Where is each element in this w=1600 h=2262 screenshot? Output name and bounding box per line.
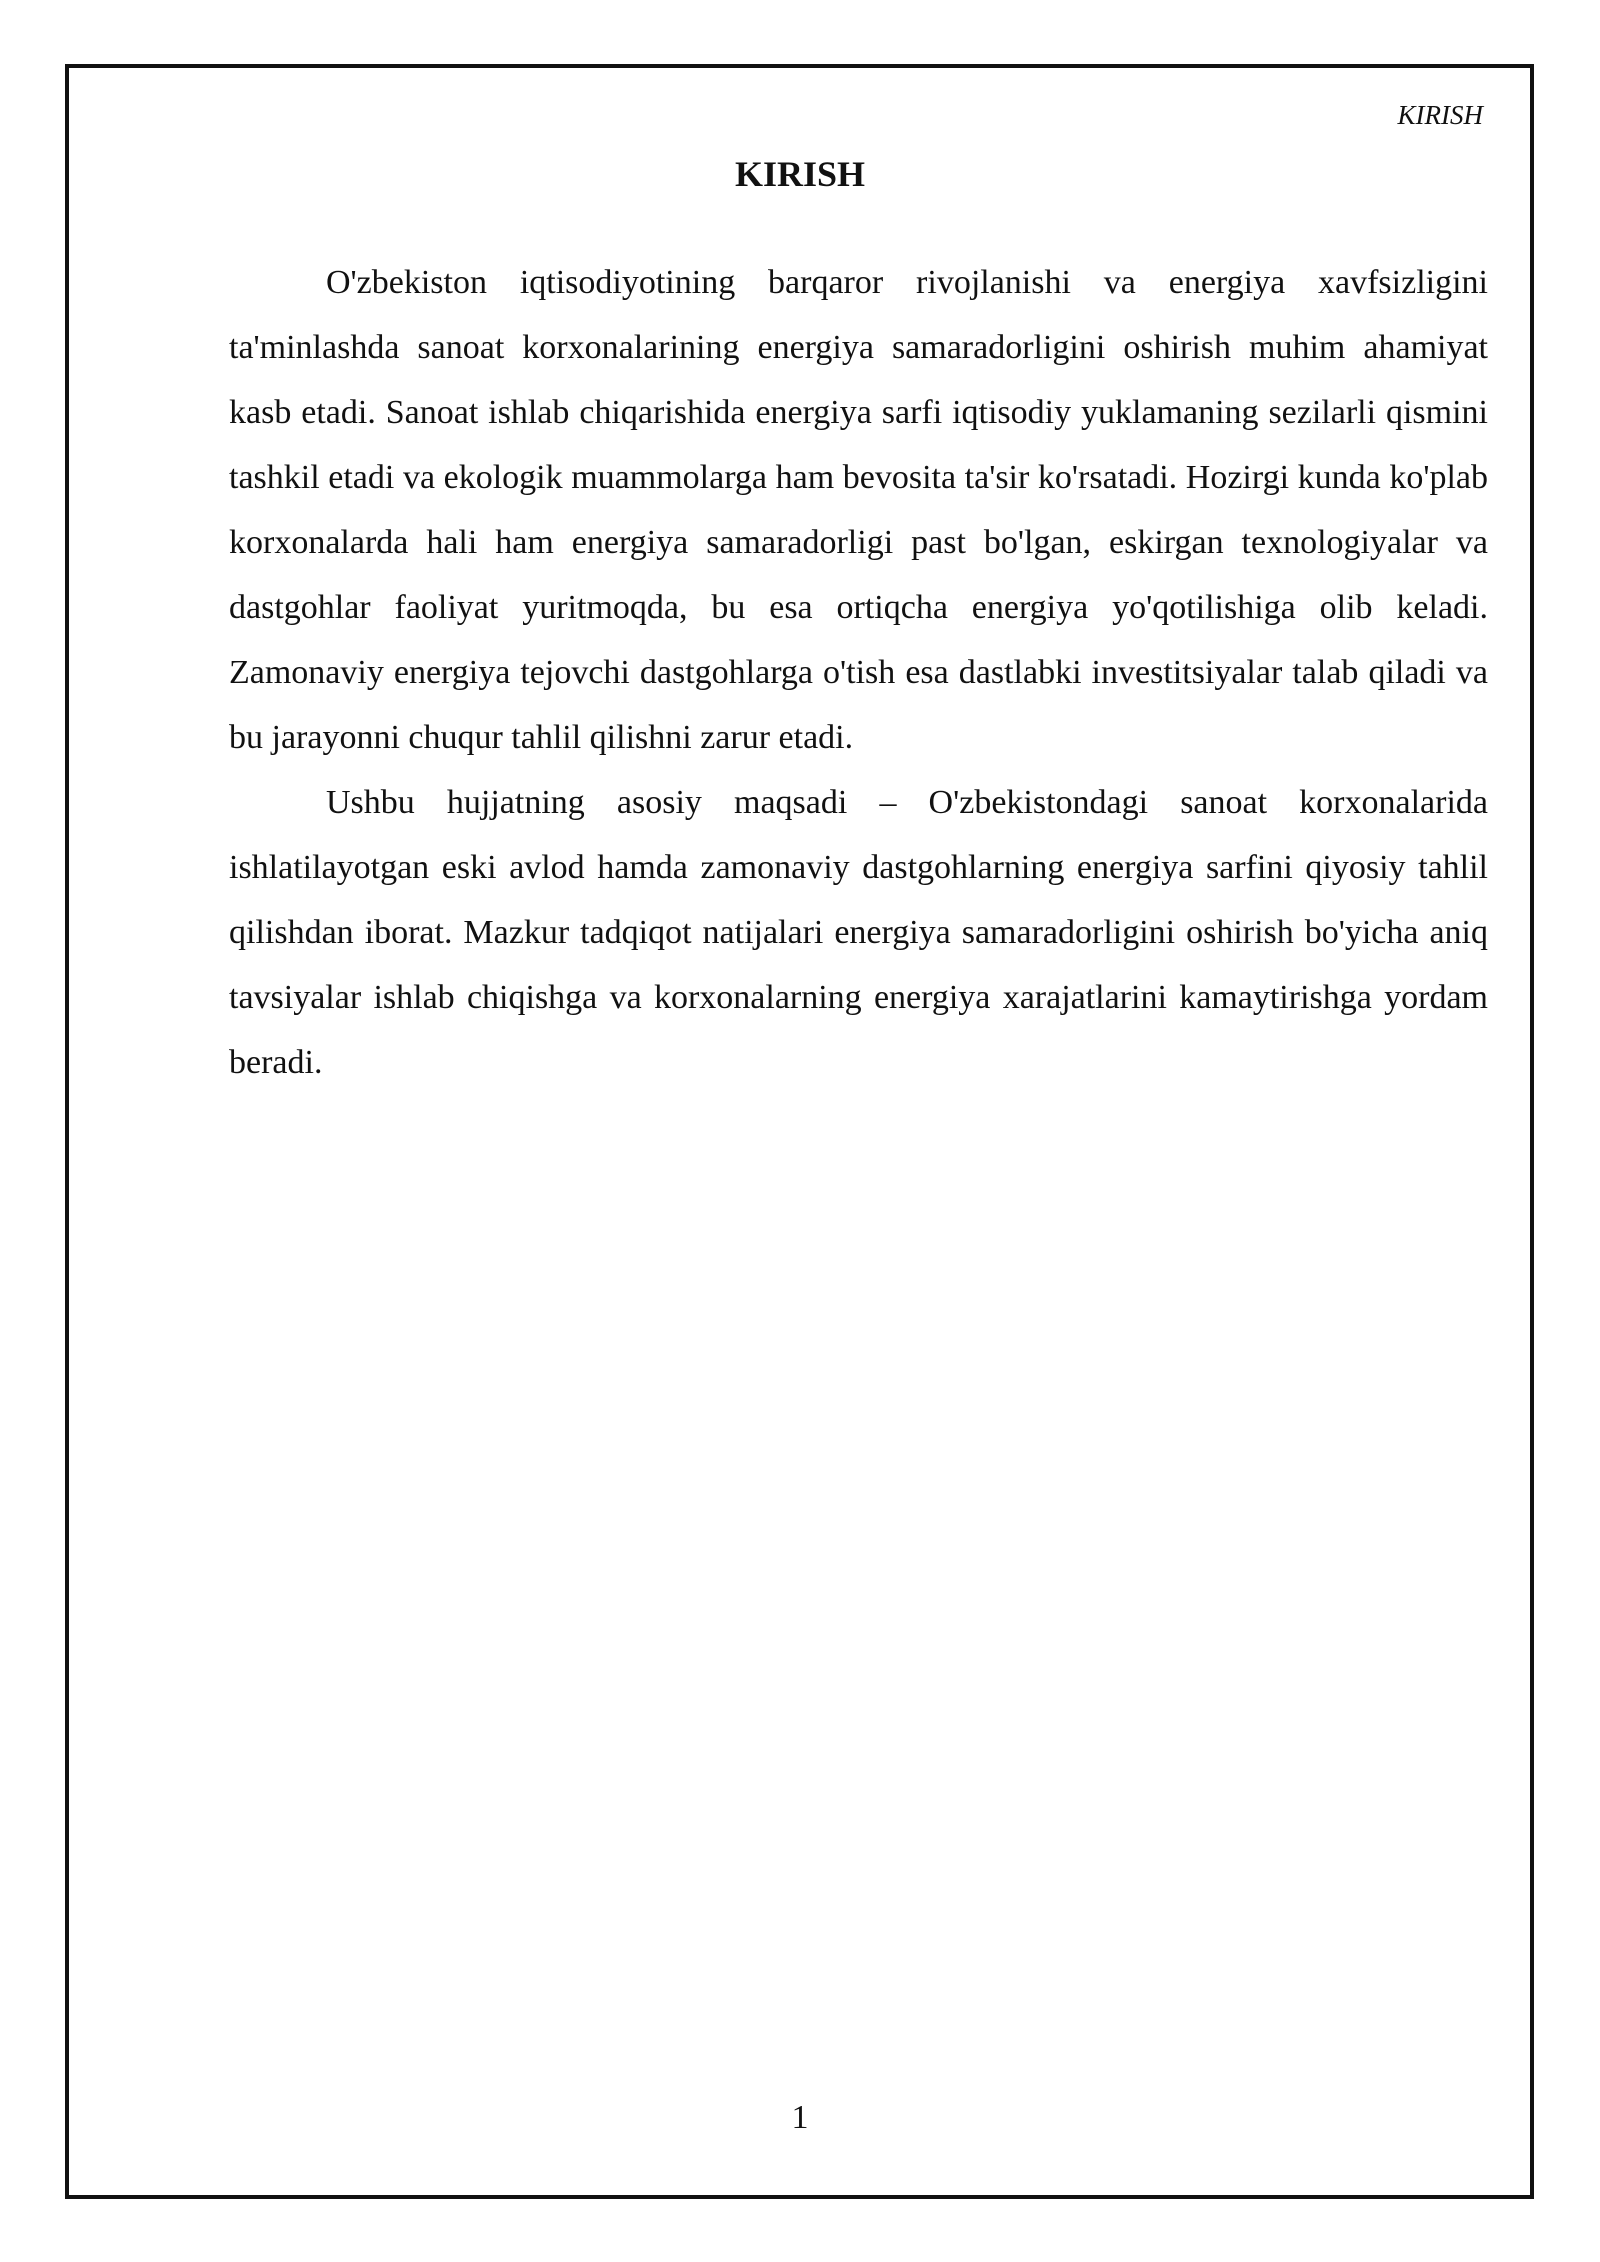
body-text: [229, 250, 1488, 1095]
running-header: KIRISH: [1397, 100, 1483, 130]
page-title: KIRISH: [734, 154, 866, 194]
paragraph-1: O'zbekiston iqtisodiyotining barqaror rivojlanishi va energiya xavfsizligini ta'minlashda sanoat korxonalarining energiya samaradorligini oshirish muhim ahamiyat kasb etadi. Sanoat ishlab chiqarishida energiya sarfi iqtisodiy yuklamaning sezilarli qismini tashkil etadi va ekologik muammolarga ham bevosita ta'sir ko'rsatadi. Hozirgi kunda ko'plab korxonalarda hali ham energiya samaradorligi past bo'lgan, eskirgan texnologiyalar va dastgohlar faoliyat yuritmoqda, bu esa ortiqcha energiya yo'qotilishiga olib keladi. Zamonaviy energiya tejovchi dastgohlarga o'tish esa dastlabki investitsiyalar talab qiladi va bu jarayonni chuqur tahlil qilishni zarur etadi.: [229, 264, 1488, 756]
page-number: 1: [791, 2099, 809, 2136]
paragraph-2: Ushbu hujjatning asosiy maqsadi – O'zbekistondagi sanoat korxonalarida ishlatilayotgan eski avlod hamda zamonaviy dastgohlarning energiya sarfini qiyosiy tahlil qilishdan iborat. Mazkur tadqiqot natijalari energiya samaradorligini oshirish bo'yicha aniq tavsiyalar ishlab chiqishga va korxonalarning energiya xarajatlarini kamaytirishga yordam beradi.: [229, 784, 1488, 1081]
